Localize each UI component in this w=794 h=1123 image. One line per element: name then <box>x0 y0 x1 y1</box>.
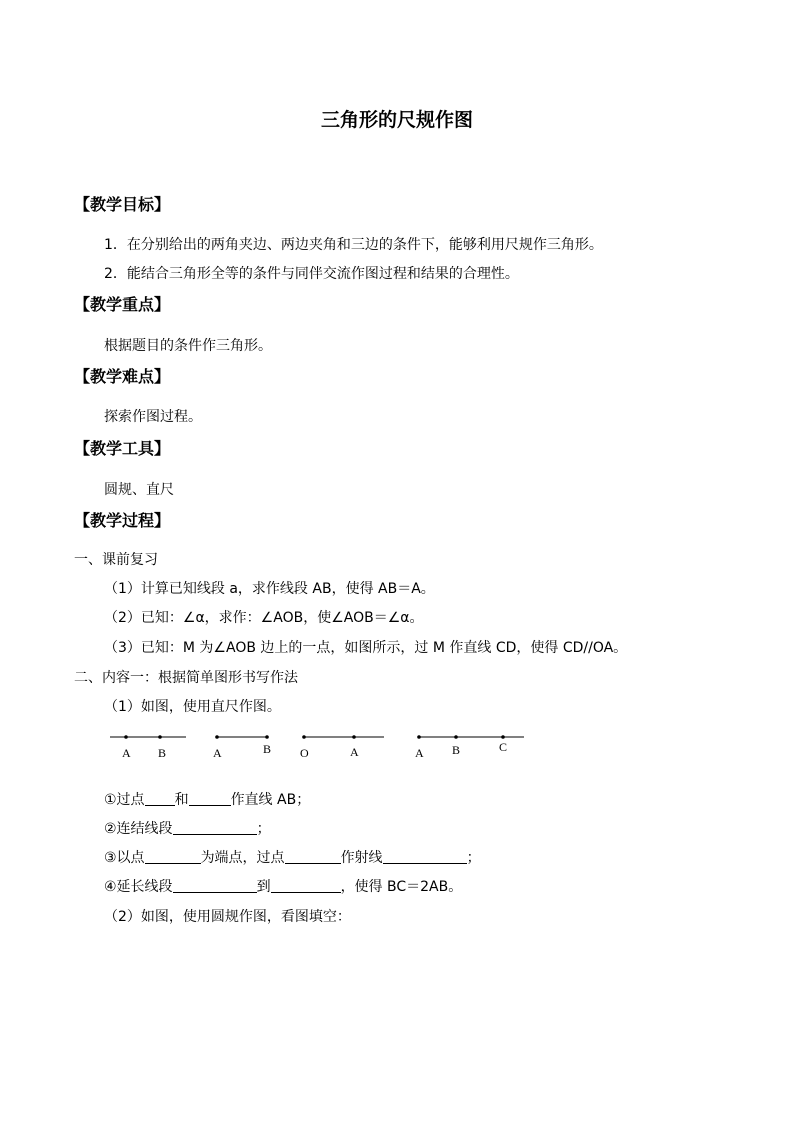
part1-heading: 一、课前复习 <box>74 552 158 568</box>
fig3-label-a: A <box>350 745 359 759</box>
fill2-text-b: ； <box>256 821 271 837</box>
part2-heading: 二、内容一：根据简单图形书写作法 <box>74 670 298 686</box>
fill4-text-a: ④延长线段 <box>104 879 173 895</box>
goal-item-2: 2．能结合三角形全等的条件与同伴交流作图过程和结果的合理性。 <box>104 266 519 282</box>
section-goals-heading: 【教学目标】 <box>74 195 171 214</box>
fig2-point-a <box>215 735 219 739</box>
section-tools-heading: 【教学工具】 <box>74 439 171 458</box>
difficult-text: 探索作图过程。 <box>104 409 202 425</box>
fill3-blank-1[interactable] <box>145 849 201 864</box>
fig3-point-a <box>352 735 356 739</box>
fill1-blank-1[interactable] <box>145 791 175 806</box>
fill3-text-a: ③以点 <box>104 850 145 866</box>
fig4-point-b <box>454 735 458 739</box>
fig4-point-a <box>417 735 421 739</box>
part2-question-2: （2）如图，使用圆规作图，看图填空： <box>104 909 351 925</box>
part1-item-3: （3）已知：M 为∠AOB 边上的一点，如图所示，过 M 作直线 CD，使得 CD//OA。 <box>104 640 628 656</box>
fill-line-1 <box>104 789 310 809</box>
fig1-label-b: B <box>158 746 167 760</box>
goal-item-1: 1．在分别给出的两角夹边、两边夹角和三边的条件下，能够利用尺规作三角形。 <box>104 237 603 253</box>
fill4-text-c: ，使得 BC＝2AB。 <box>340 879 463 895</box>
fill4-blank-2[interactable] <box>271 878 341 893</box>
fig3-label-o: O <box>300 746 309 760</box>
fill3-text-b: 为端点，过点 <box>200 850 285 866</box>
page-title: 三角形的尺规作图 <box>320 109 473 131</box>
key-text: 根据题目的条件作三角形。 <box>104 338 272 354</box>
fill1-text-c: 作直线 AB； <box>230 792 311 808</box>
tools-text: 圆规、直尺 <box>104 482 174 498</box>
fill4-text-b: 到 <box>256 879 271 895</box>
fig2-label-a: A <box>213 746 222 760</box>
part1-item-2: （2）已知：∠α，求作：∠AOB，使∠AOB＝∠α。 <box>104 610 424 626</box>
fill1-text-b: 和 <box>174 792 189 808</box>
section-key-heading: 【教学重点】 <box>74 295 171 314</box>
fill1-text-a: ①过点 <box>104 792 145 808</box>
fill1-blank-2[interactable] <box>189 791 231 806</box>
fig1-point-b <box>158 735 162 739</box>
fill4-blank-1[interactable] <box>173 878 257 893</box>
part2-question-1: （1）如图，使用直尺作图。 <box>104 699 281 715</box>
fill-line-2 <box>104 818 271 838</box>
fig2-point-b <box>265 735 269 739</box>
fill2-blank-1[interactable] <box>173 820 257 835</box>
fill3-blank-2[interactable] <box>285 849 341 864</box>
fig3-point-o <box>302 735 306 739</box>
fig4-label-c: C <box>499 740 508 754</box>
section-difficult-heading: 【教学难点】 <box>74 367 171 386</box>
fill3-text-d: ； <box>466 850 481 866</box>
fig1-point-a <box>124 735 128 739</box>
fill-line-3 <box>104 847 481 867</box>
fig1-label-a: A <box>122 746 131 760</box>
fill-line-4 <box>104 876 462 896</box>
fig4-label-a: A <box>415 746 424 760</box>
fig4-point-c <box>501 735 505 739</box>
fig2-label-b: B <box>263 742 272 756</box>
fill2-text-a: ②连结线段 <box>104 821 173 837</box>
section-process-heading: 【教学过程】 <box>74 511 171 530</box>
fill3-text-c: 作射线 <box>340 850 383 866</box>
part1-item-1: （1）计算已知线段 a，求作线段 AB，使得 AB＝A。 <box>104 581 435 597</box>
fig4-label-b: B <box>452 743 461 757</box>
fill3-blank-3[interactable] <box>383 849 467 864</box>
